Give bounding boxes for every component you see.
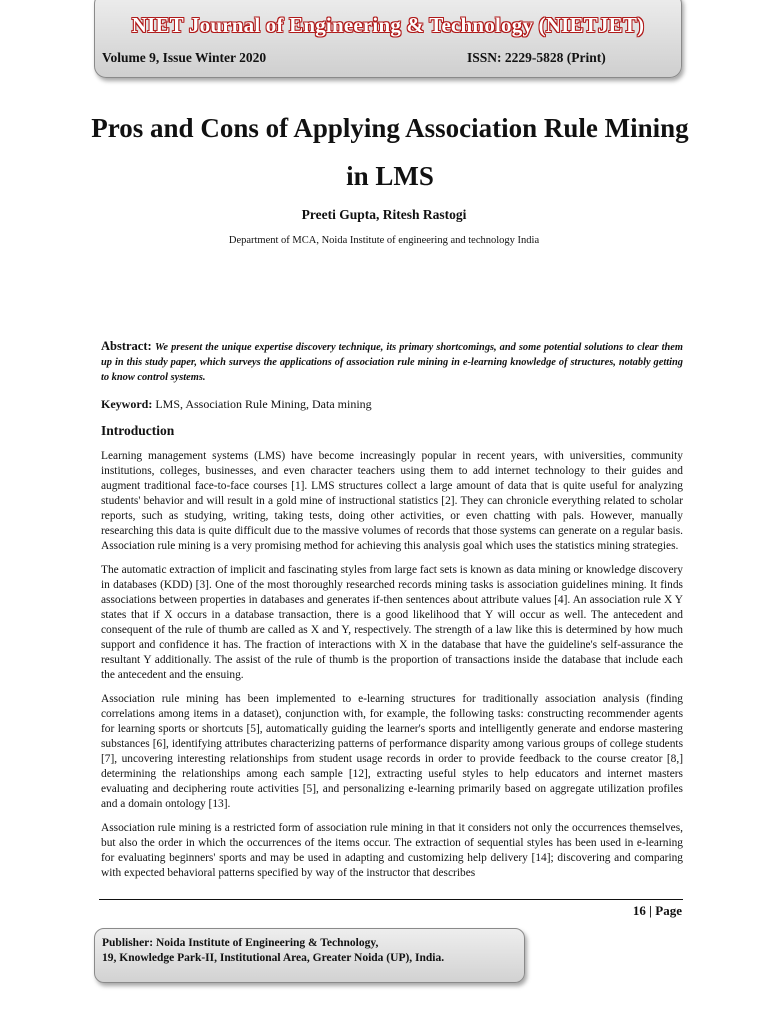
keywords-text: LMS, Association Rule Mining, Data mining (155, 397, 372, 411)
abstract-text: We present the unique expertise discovery technique, its primary shortcomings, and some potential solutions to clear them up in this study paper, which surveys the applications of association rule mining in e-learning knowledge of structures, notably getting to know control systems. (101, 342, 683, 383)
intro-paragraph-4: Association rule mining is a restricted form of association rule mining in that it considers not only the occurrences themselves, but also the order in which the occurrences of the items occur. The extraction of sequential styles has been used in e-learning for evaluating beginners' sports and may be used in adapting and customizing help delivery [14]; discovering and comparing with expected behavioral patterns specified by way of the instructor that describes (101, 822, 683, 879)
volume-issue: Volume 9, Issue Winter 2020 (102, 50, 267, 65)
paper-body (101, 339, 683, 890)
publisher-line-2: 19, Knowledge Park-II, Institutional Area, Greater Noida (UP), India. (102, 952, 445, 964)
abstract-label: Abstract: (101, 339, 152, 353)
intro-paragraph-3: Association rule mining has been implemented to e-learning structures for traditionally association analysis (finding correlations among items in a dataset), conjunction with, for example, the following tasks: constructing recommender agents for learning sports or shortcuts [5], automatically guiding the learner's sports and intelligently generate and endorse mastering substances [6], identifying attributes characterizing patterns of performance disparity among various groups of college students [7], uncovering interesting relationships from student usage records in order to provide feedback to the course creator [8,] determining the relationships among each sample [12], extracting useful styles to help educators and internet masters evaluating and deciphering route activities [5], and personalizing e-learning primarily based on aggregate utilization profiles and a domain ontology [13]. (101, 693, 683, 810)
journal-header (94, 0, 682, 78)
issn: ISSN: 2229-5828 (Print) (467, 50, 606, 65)
abstract (101, 339, 683, 385)
authors: Preeti Gupta, Ritesh Rastogi (301, 207, 467, 222)
intro-paragraph-2: The automatic extraction of implicit and fascinating styles from large fact sets is known as data mining or knowledge discovery in databases (KDD) [3]. One of the most thoroughly researched records mining tasks is association guidelines mining. It finds associations between properties in databases and generates if-then sentences about attribute values [4]. An association rule X Y states that if X occurs in a database transaction, there is a good likelihood that Y will occur as well. The antecedent and consequent of the rule of thumb are called as X and Y, respectively. The strength of a law like this is determined by how much support and confidence it has. The fraction of interactions with X in the database that have the guideline's self-assurance the resultant Y additionally. The assist of the rule of thumb is the proportion of transactions inside the database that include each the antecedent and the ensuing. (101, 564, 683, 681)
paper-title: Pros and Cons of Applying Association Rule Mining in LMS (91, 113, 689, 191)
page-number: 16 | Page (632, 903, 682, 918)
footer-divider (99, 899, 683, 900)
publisher-line-1: Publisher: Noida Institute of Engineering & Technology, (102, 937, 379, 949)
affiliation: Department of MCA, Noida Institute of engineering and technology India (228, 235, 540, 246)
keywords-label: Keyword: (101, 397, 153, 411)
publisher-box (94, 928, 525, 983)
intro-paragraph-1: Learning management systems (LMS) have become increasingly popular in recent years, with universities, community institutions, colleges, businesses, and even character teachers using them to add internet technology to their guides and augment traditional face-to-face courses [1]. LMS structures collect a large amount of data that is quite useful for analyzing students' behavior and will result in a gold mine of instructional statistics [2]. They can chronicle everything related to scholar reports, such as studying, writing, taking tests, doing other activities, or even chatting with pals. However, manually researching this data is quite difficult due to the massive volumes of records that those systems can generate on a regular basis. Association rule mining is a very promising method for achieving this analysis goal which uses the statistics mining strategies. (101, 450, 683, 552)
introduction-heading: Introduction (101, 423, 175, 438)
journal-title: NIET Journal of Engineering & Technology (NIETJET) (131, 13, 645, 37)
keywords (101, 397, 683, 412)
